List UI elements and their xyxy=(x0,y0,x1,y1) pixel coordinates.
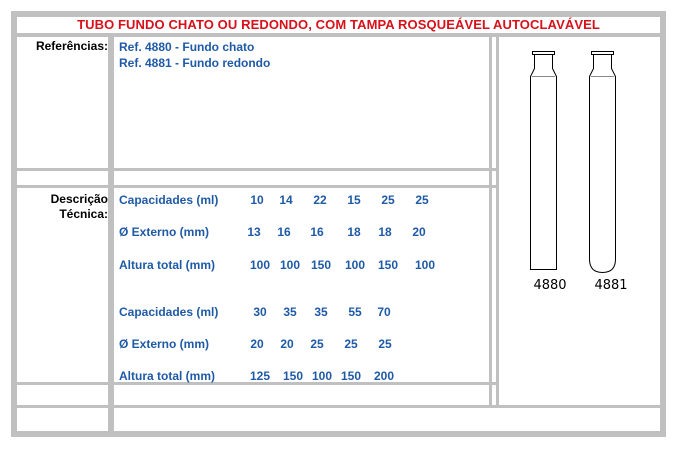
capacidade-value: 15 xyxy=(347,193,361,207)
spacer-cell-d xyxy=(17,385,108,405)
ref-item-4881: Ref. 4881 - Fundo redondo xyxy=(119,56,271,70)
capacidade-value: 10 xyxy=(250,193,264,207)
desc-spacer-cell xyxy=(492,188,496,382)
capacidades-label-2: Capacidades (ml) xyxy=(119,305,219,319)
capacidade-value: 30 xyxy=(253,305,267,319)
diametro-value: 13 xyxy=(247,225,261,239)
altura-value: 150 xyxy=(282,369,304,383)
diametro-label-1: Ø Externo (mm) xyxy=(119,225,210,239)
spacer-cell-e xyxy=(114,385,489,405)
diametro-label-2: Ø Externo (mm) xyxy=(119,337,210,351)
capacidade-value: 70 xyxy=(377,305,391,319)
tube-label-4880: 4880 xyxy=(533,278,567,293)
desc-content-cell xyxy=(114,188,489,382)
diametro-value: 16 xyxy=(310,225,324,239)
diametro-value: 25 xyxy=(378,337,392,351)
capacidade-value: 25 xyxy=(381,193,395,207)
altura-value: 150 xyxy=(310,258,332,272)
spacer-cell-f xyxy=(492,385,496,405)
altura-value: 150 xyxy=(340,369,362,383)
altura-label-2: Altura total (mm) xyxy=(119,369,215,383)
capacidades-label-1: Capacidades (ml) xyxy=(119,193,219,207)
footer-cell-a xyxy=(17,408,108,431)
altura-value: 100 xyxy=(414,258,436,272)
desc-label-line2: Técnica: xyxy=(59,207,108,221)
tube-4880-icon xyxy=(531,52,557,270)
altura-value: 150 xyxy=(377,258,399,272)
capacidade-value: 35 xyxy=(283,305,297,319)
capacidade-value: 14 xyxy=(279,193,293,207)
spacer-cell-c xyxy=(492,171,496,185)
diametro-value: 20 xyxy=(412,225,426,239)
diametro-value: 20 xyxy=(280,337,294,351)
desc-label-line1: Descrição xyxy=(50,192,108,206)
ref-label: Referências: xyxy=(35,39,108,53)
diametro-value: 25 xyxy=(344,337,358,351)
capacidade-value: 55 xyxy=(348,305,362,319)
capacidade-value: 35 xyxy=(314,305,328,319)
altura-value: 100 xyxy=(279,258,301,272)
diametro-value: 18 xyxy=(378,225,392,239)
ref-item-4880: Ref. 4880 - Fundo chato xyxy=(119,40,255,54)
altura-value: 100 xyxy=(249,258,271,272)
altura-value: 100 xyxy=(311,369,333,383)
capacidade-value: 25 xyxy=(415,193,429,207)
table-title: TUBO FUNDO CHATO OU REDONDO, COM TAMPA ROSQUEÁVEL AUTOCLAVÁVEL xyxy=(17,17,660,33)
altura-value: 125 xyxy=(249,369,271,383)
tube-label-4881: 4881 xyxy=(594,278,628,293)
diametro-value: 25 xyxy=(310,337,324,351)
footer-cell-b xyxy=(114,408,660,431)
diametro-value: 18 xyxy=(347,225,361,239)
tube-4881-icon xyxy=(590,52,616,273)
ref-spacer-cell xyxy=(492,37,496,168)
ref-label-cell xyxy=(17,37,108,168)
spacer-cell-a xyxy=(17,171,108,185)
diametro-value: 16 xyxy=(277,225,291,239)
diametro-value: 20 xyxy=(250,337,264,351)
tubes-illustration xyxy=(520,46,630,276)
altura-label-1: Altura total (mm) xyxy=(119,258,215,272)
capacidade-value: 22 xyxy=(313,193,327,207)
altura-value: 100 xyxy=(344,258,366,272)
desc-label-cell xyxy=(17,188,108,382)
spacer-cell-b xyxy=(114,171,489,185)
altura-value: 200 xyxy=(373,369,395,383)
